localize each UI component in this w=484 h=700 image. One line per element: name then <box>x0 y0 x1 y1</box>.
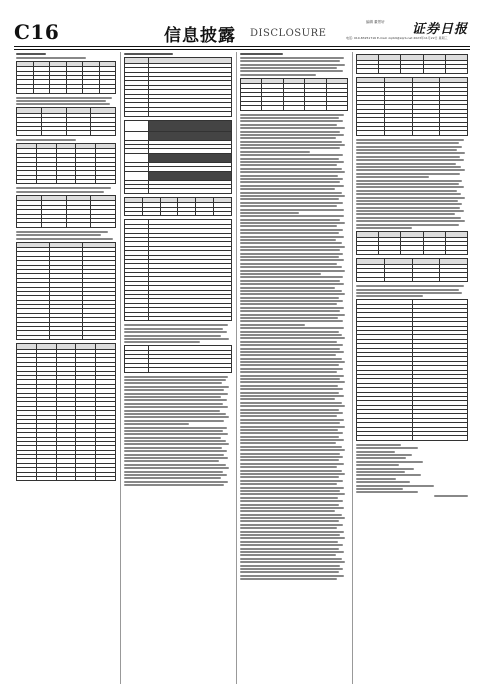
data-table <box>240 78 348 111</box>
editor-credit: 编辑 董景轩 <box>366 20 385 24</box>
data-table <box>124 197 232 217</box>
data-table <box>124 57 232 116</box>
data-table <box>356 77 468 136</box>
data-table <box>356 299 468 441</box>
data-table <box>124 120 232 194</box>
page-number: C16 <box>14 20 60 44</box>
column-2 <box>124 52 232 684</box>
column-divider <box>352 52 353 684</box>
data-table <box>16 107 116 135</box>
data-table <box>356 231 468 255</box>
data-table <box>16 61 116 94</box>
section-title: 信息披露 <box>164 26 236 46</box>
column-3 <box>240 52 348 684</box>
contact-date-line: 电话: 010-83251716 E-mail: zqrb9@zqrb.net 2023年11月22日 星期三 <box>346 36 448 40</box>
data-table <box>356 258 468 282</box>
section-title-english: DISCLOSURE <box>250 28 327 39</box>
data-table <box>124 345 232 372</box>
data-table <box>16 143 116 185</box>
column-4 <box>356 52 468 684</box>
data-table <box>356 54 468 74</box>
data-table <box>16 242 116 341</box>
header-rule-thin <box>14 49 470 50</box>
newspaper-logo: 证券日报 <box>411 22 468 37</box>
header-rule-thick <box>14 46 470 47</box>
data-table <box>16 343 116 481</box>
data-table <box>124 219 232 321</box>
column-1 <box>16 52 116 684</box>
column-divider <box>120 52 121 684</box>
page-header <box>14 18 470 44</box>
column-divider <box>236 52 237 684</box>
data-table <box>16 195 116 228</box>
